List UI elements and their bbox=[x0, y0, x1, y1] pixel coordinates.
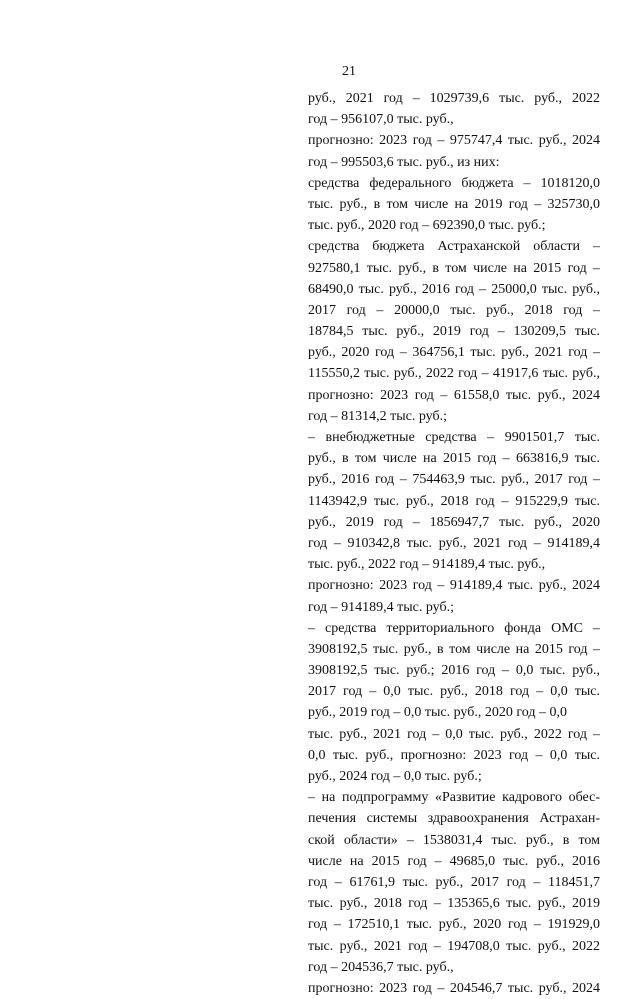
text-line: 18784,5 тыс. руб., 2019 год – 130209,5 тыс. bbox=[308, 324, 600, 340]
text-line: 3908192,5 тыс. руб., в том числе на 2015 год – bbox=[308, 641, 600, 657]
text-line: руб., 2019 год – 1856947,7 тыс. руб., 2020 bbox=[308, 514, 600, 530]
text-line: тыс. руб., 2018 год – 135365,6 тыс. руб., 2019 bbox=[308, 896, 600, 912]
text-line: 2017 год – 0,0 тыс. руб., 2018 год – 0,0 тыс. bbox=[308, 684, 600, 700]
text-line: 115550,2 тыс. руб., 2022 год – 41917,6 тыс. руб., bbox=[308, 366, 600, 382]
text-line: тыс. руб., 2022 год – 914189,4 тыс. руб., bbox=[308, 557, 546, 573]
text-line: 2017 год – 20000,0 тыс. руб., 2018 год – bbox=[308, 302, 600, 318]
text-line: прогнозно: 2023 год – 61558,0 тыс. руб., 2024 bbox=[308, 387, 600, 403]
text-line: – на подпрограмму «Развитие кадрового обес- bbox=[308, 790, 600, 806]
text-line: руб., 2024 год – 0,0 тыс. руб.; bbox=[308, 769, 482, 784]
text-line: тыс. руб., в том числе на 2019 год – 325730,0 bbox=[308, 196, 600, 212]
text-line: 927580,1 тыс. руб., в том числе на 2015 год – bbox=[308, 260, 600, 276]
text-line: 3908192,5 тыс. руб.; 2016 год – 0,0 тыс. руб., bbox=[308, 663, 600, 679]
text-line: год – 204536,7 тыс. руб., bbox=[308, 959, 454, 975]
text-line: руб., 2021 год – 1029739,6 тыс. руб., 2022 bbox=[308, 91, 600, 106]
text-line: тыс. руб., 2020 год – 692390,0 тыс. руб.; bbox=[308, 218, 546, 234]
document-body bbox=[308, 88, 600, 999]
text-line: – средства территориального фонда ОМС – bbox=[308, 620, 600, 636]
text-line: – внебюджетные средства – 9901501,7 тыс. bbox=[308, 430, 600, 445]
text-line: тыс. руб., 2021 год – 0,0 тыс. руб., 2022 год – bbox=[308, 726, 600, 742]
text-line: год – 910342,8 тыс. руб., 2021 год – 914189,4 bbox=[308, 535, 600, 551]
text-line: год – 914189,4 тыс. руб.; bbox=[308, 599, 454, 615]
text-line: руб., 2020 год – 364756,1 тыс. руб., 2021 год – bbox=[308, 345, 600, 361]
text-line: средства федерального бюджета – 1018120,0 bbox=[308, 175, 600, 191]
text-line: год – 172510,1 тыс. руб., 2020 год – 191929,0 bbox=[308, 917, 600, 933]
text-line: руб., 2016 год – 754463,9 тыс. руб., 2017 год – bbox=[308, 472, 600, 488]
text-line: год – 61761,9 тыс. руб., 2017 год – 118451,7 bbox=[308, 874, 600, 890]
text-line: 0,0 тыс. руб., прогнозно: 2023 год – 0,0 тыс. bbox=[308, 747, 600, 763]
text-line: ской области» – 1538031,4 тыс. руб., в том bbox=[308, 832, 600, 848]
text-line: 68490,0 тыс. руб., 2016 год – 25000,0 тыс. руб., bbox=[308, 281, 600, 297]
text-line: печения системы здравоохранения Астрахан- bbox=[308, 811, 600, 827]
text-line: год – 995503,6 тыс. руб., из них: bbox=[308, 154, 500, 170]
text-line: числе на 2015 год – 49685,0 тыс. руб., 2016 bbox=[308, 853, 600, 869]
text-line: прогнозно: 2023 год – 975747,4 тыс. руб., 2024 bbox=[308, 133, 600, 149]
text-line: прогнозно: 2023 год – 204546,7 тыс. руб., 2024 bbox=[308, 980, 600, 996]
text-line: руб., в том числе на 2015 год – 663816,9 тыс. bbox=[308, 451, 600, 467]
page-number: 21 bbox=[342, 64, 356, 79]
text-line: год – 956107,0 тыс. руб., bbox=[308, 112, 454, 128]
text-line: 1143942,9 тыс. руб., 2018 год – 915229,9 тыс. bbox=[308, 493, 600, 509]
text-line: руб., 2019 год – 0,0 тыс. руб., 2020 год – 0,0 bbox=[308, 705, 567, 721]
text-line: прогнозно: 2023 год – 914189,4 тыс. руб., 2024 bbox=[308, 578, 600, 594]
text-line: год – 81314,2 тыс. руб.; bbox=[308, 408, 447, 424]
text-line: тыс. руб., 2021 год – 194708,0 тыс. руб., 2022 bbox=[308, 938, 600, 954]
text-line: средства бюджета Астраханской области – bbox=[308, 239, 600, 255]
